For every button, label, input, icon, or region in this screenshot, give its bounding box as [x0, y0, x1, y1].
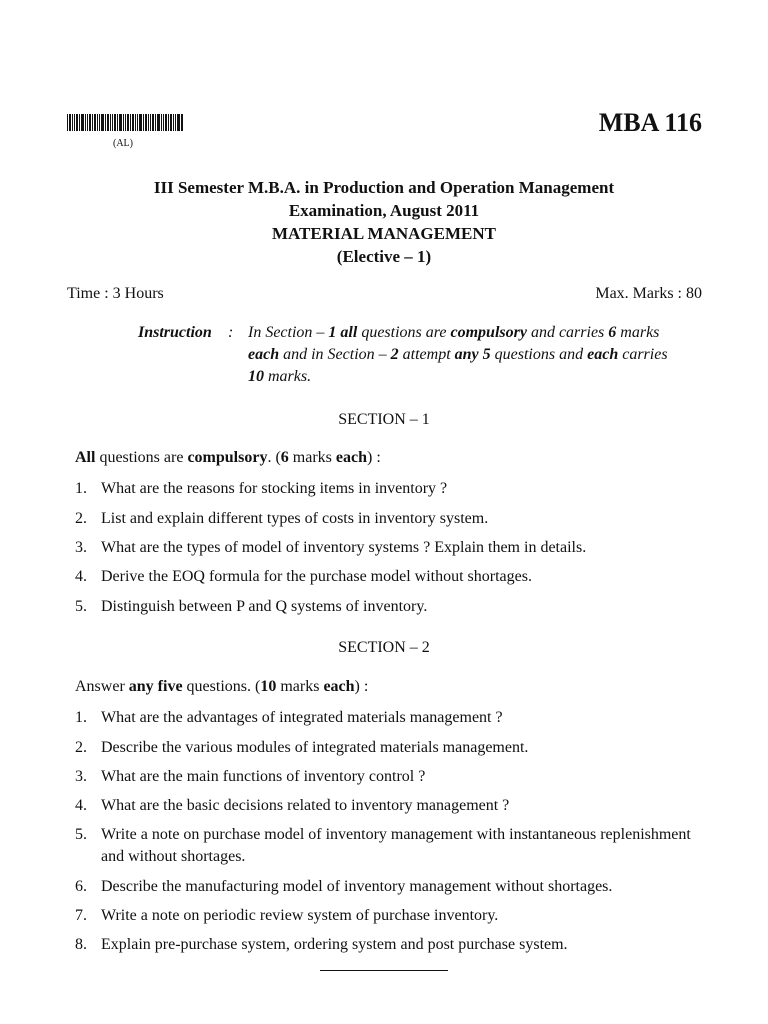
question-number: 4. [75, 797, 87, 814]
question-text: Describe the manufacturing model of inventory management without shortages. [101, 878, 613, 895]
paper-code: MBA 116 [598, 108, 702, 137]
question-item [75, 795, 695, 817]
question-text: What are the main functions of inventory control ? [101, 768, 426, 785]
question-number: 1. [75, 480, 87, 497]
question-item [75, 824, 695, 865]
heading-line-1: III Semester M.B.A. in Production and Operation Management [153, 178, 615, 197]
barcode-label: (AL) [113, 138, 133, 149]
question-number: 1. [75, 709, 87, 726]
exam-heading [0, 176, 768, 268]
question-text: Explain pre-purchase system, ordering system and post purchase system. [101, 936, 568, 953]
end-rule [320, 970, 448, 971]
question-text: Distinguish between P and Q systems of inventory. [101, 598, 428, 615]
instruction-label: Instruction [138, 324, 212, 341]
question-text: List and explain different types of costs in inventory system. [101, 510, 489, 527]
question-item [75, 766, 695, 788]
question-number: 4. [75, 568, 87, 585]
section-2-title: SECTION – 2 [338, 639, 430, 656]
question-number: 3. [75, 768, 87, 785]
question-item [75, 596, 695, 618]
question-number: 6. [75, 878, 87, 895]
question-text: What are the basic decisions related to inventory management ? [101, 797, 510, 814]
question-item [75, 566, 695, 588]
heading-line-4: (Elective – 1) [336, 247, 432, 266]
question-number: 5. [75, 598, 87, 615]
question-item [75, 537, 695, 559]
question-text: Write a note on periodic review system of purchase inventory. [101, 907, 499, 924]
question-text: What are the reasons for stocking items in inventory ? [101, 480, 448, 497]
question-item [75, 934, 695, 956]
question-number: 5. [75, 826, 87, 843]
question-number: 3. [75, 539, 87, 556]
section-1-title: SECTION – 1 [338, 411, 430, 428]
question-text: Describe the various modules of integrated materials management. [101, 739, 529, 756]
instruction-text: In Section – 1 all questions are compulsory and carries 6 marks each and in Section – 2 attempt any 5 questions and each carries 10 marks. [248, 324, 668, 385]
heading-line-2: Examination, August 2011 [288, 201, 480, 220]
question-number: 2. [75, 739, 87, 756]
question-text: Derive the EOQ formula for the purchase model without shortages. [101, 568, 532, 585]
barcode [67, 114, 183, 131]
instruction-colon: : [228, 324, 234, 341]
question-text: Write a note on purchase model of inventory management with instantaneous replenishment and without shortages. [101, 826, 691, 865]
question-text: What are the types of model of inventory systems ? Explain them in details. [101, 539, 587, 556]
question-item [75, 737, 695, 759]
question-item [75, 707, 695, 729]
question-item [75, 905, 695, 927]
question-number: 7. [75, 907, 87, 924]
section-2-lead: Answer any five questions. (10 marks each) : [75, 678, 369, 695]
section-1-lead: All questions are compulsory. (6 marks each) : [75, 449, 381, 466]
question-text: What are the advantages of integrated materials management ? [101, 709, 503, 726]
question-item [75, 876, 695, 898]
max-marks: Max. Marks : 80 [595, 285, 702, 302]
exam-time: Time : 3 Hours [67, 285, 164, 302]
question-number: 8. [75, 936, 87, 953]
heading-line-3: MATERIAL MANAGEMENT [272, 224, 496, 243]
question-item [75, 508, 695, 530]
question-number: 2. [75, 510, 87, 527]
question-item [75, 478, 695, 500]
